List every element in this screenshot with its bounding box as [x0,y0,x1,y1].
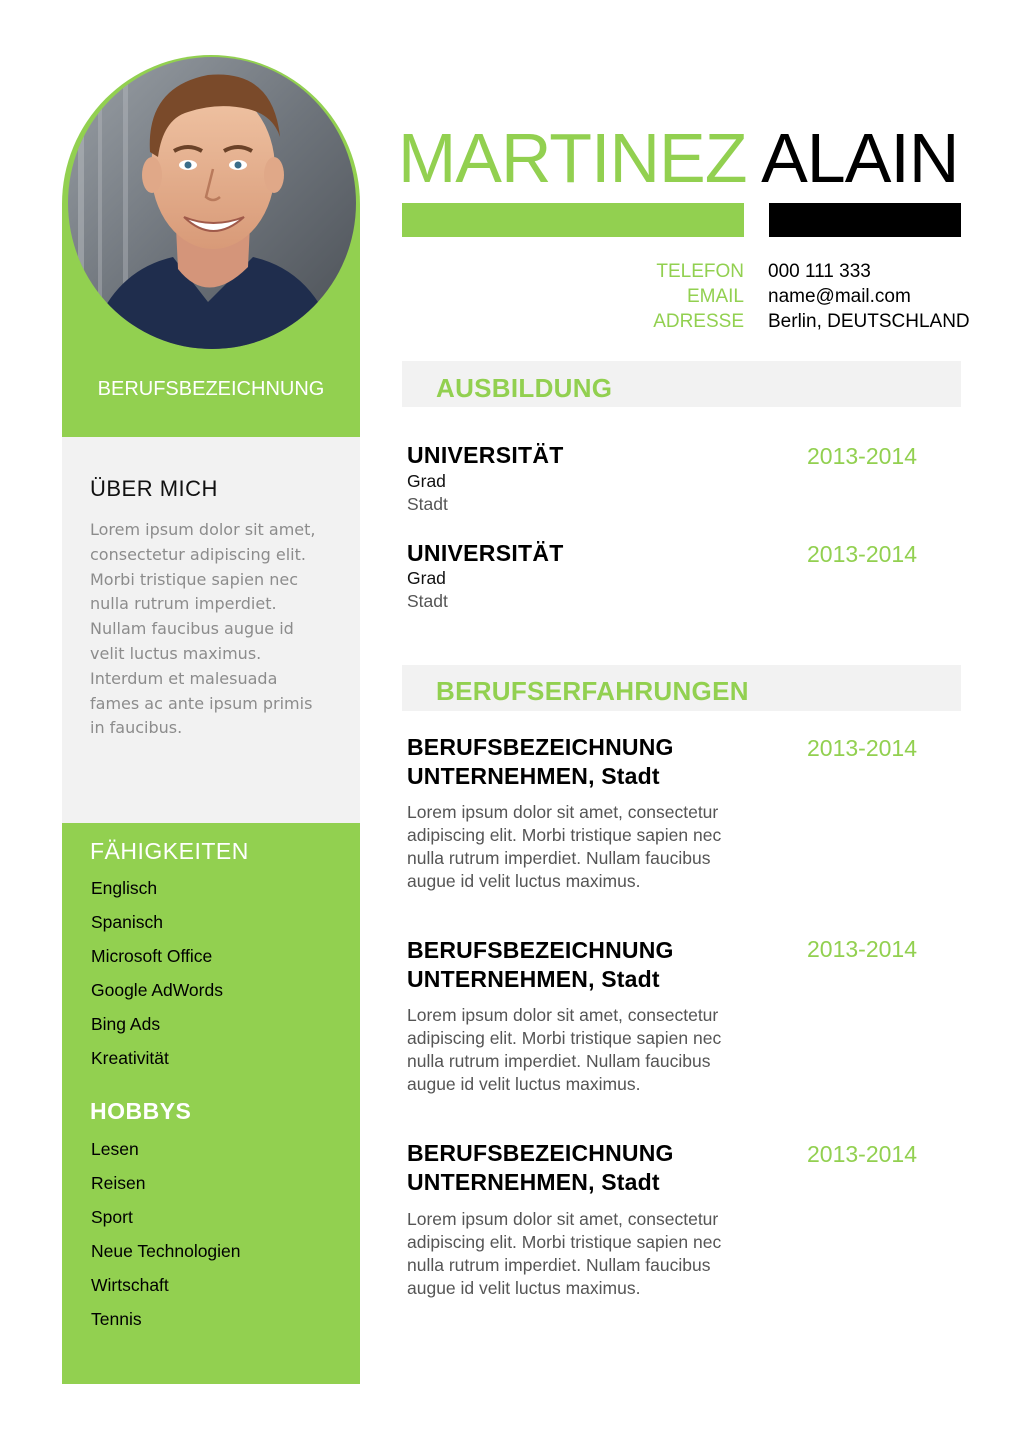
job-role: BERUFSBEZEICHNUNG [407,734,674,760]
job-description: Lorem ipsum dolor sit amet, consectetur adipiscing elit. Morbi tristique sapien nec nulla rutrum imperdiet. Nullam faucibus augue id velit luctus maximus. [407,802,722,891]
hobby-item: Wirtschaft [91,1275,169,1295]
address-label: ADRESSE [653,311,744,332]
candidate-name [398,118,958,198]
hobby-item: Tennis [91,1309,142,1329]
hobby-item: Neue Technologien [91,1241,241,1261]
education-dates: 2013-2014 [807,443,917,469]
education-city: Stadt [407,494,448,514]
sidebar-job-title: BERUFSBEZEICHNUNG [97,378,325,400]
job-company: UNTERNEHMEN, Stadt [407,1169,660,1195]
job-dates: 2013-2014 [807,735,917,761]
job-role: BERUFSBEZEICHNUNG [407,1140,674,1166]
education-heading: AUSBILDUNG [436,373,613,403]
accent-bar-black [769,203,961,237]
hobbies-list [91,1138,241,1342]
education-school: UNIVERSITÄT [407,442,564,468]
education-degree: Grad [407,471,446,491]
education-dates: 2013-2014 [807,541,917,567]
job-role: BERUFSBEZEICHNUNG [407,937,674,963]
education-school: UNIVERSITÄT [407,540,564,566]
skill-item: Microsoft Office [91,946,213,966]
address-value: Berlin, DEUTSCHLAND [768,311,970,332]
job-description: Lorem ipsum dolor sit amet, consectetur adipiscing elit. Morbi tristique sapien nec nulla rutrum imperdiet. Nullam faucibus augue id velit luctus maximus. [407,1005,722,1094]
portrait-illustration [68,57,356,349]
hobby-item: Sport [91,1207,133,1227]
skill-item: Kreativität [91,1048,169,1068]
skill-item: Englisch [91,878,158,898]
experience-item [407,1139,674,1197]
skills-list [91,877,223,1081]
last-name: ALAIN [761,119,959,197]
skill-item: Bing Ads [91,1014,161,1034]
email-label: EMAIL [686,286,744,307]
job-company: UNTERNEHMEN, Stadt [407,763,660,789]
experience-item [407,733,674,791]
skills-heading: FÄHIGKEITEN [90,838,249,864]
job-company: UNTERNEHMEN, Stadt [407,966,660,992]
about-heading: ÜBER MICH [90,476,218,501]
email-value: name@mail.com [768,286,911,307]
education-degree: Grad [407,568,446,588]
experience-item [407,936,674,994]
contact-labels [560,259,744,334]
skill-item: Spanisch [91,912,163,932]
about-text: Lorem ipsum dolor sit amet, consectetur adipiscing elit. Morbi tristique sapien nec nulla rutrum imperdiet. Nullam faucibus augue id velit luctus maximus. Interdum et malesuada fames ac ante ipsum primis in faucibus. [90,520,316,738]
profile-photo [68,57,356,349]
job-dates: 2013-2014 [807,1141,917,1167]
job-description: Lorem ipsum dolor sit amet, consectetur adipiscing elit. Morbi tristique sapien nec nulla rutrum imperdiet. Nullam faucibus augue id velit luctus maximus. [407,1209,722,1298]
job-dates: 2013-2014 [807,936,917,962]
hobby-item: Lesen [91,1139,139,1159]
phone-label: TELEFON [656,261,744,282]
contact-values [768,259,970,334]
hobbies-heading: HOBBYS [90,1098,192,1124]
phone-value: 000 111 333 [768,261,871,282]
skill-item: Google AdWords [91,980,223,1000]
first-name: MARTINEZ [398,119,747,197]
experience-heading: BERUFSERFAHRUNGEN [436,676,749,706]
accent-bar-green [402,203,744,237]
hobby-item: Reisen [91,1173,146,1193]
education-city: Stadt [407,591,448,611]
